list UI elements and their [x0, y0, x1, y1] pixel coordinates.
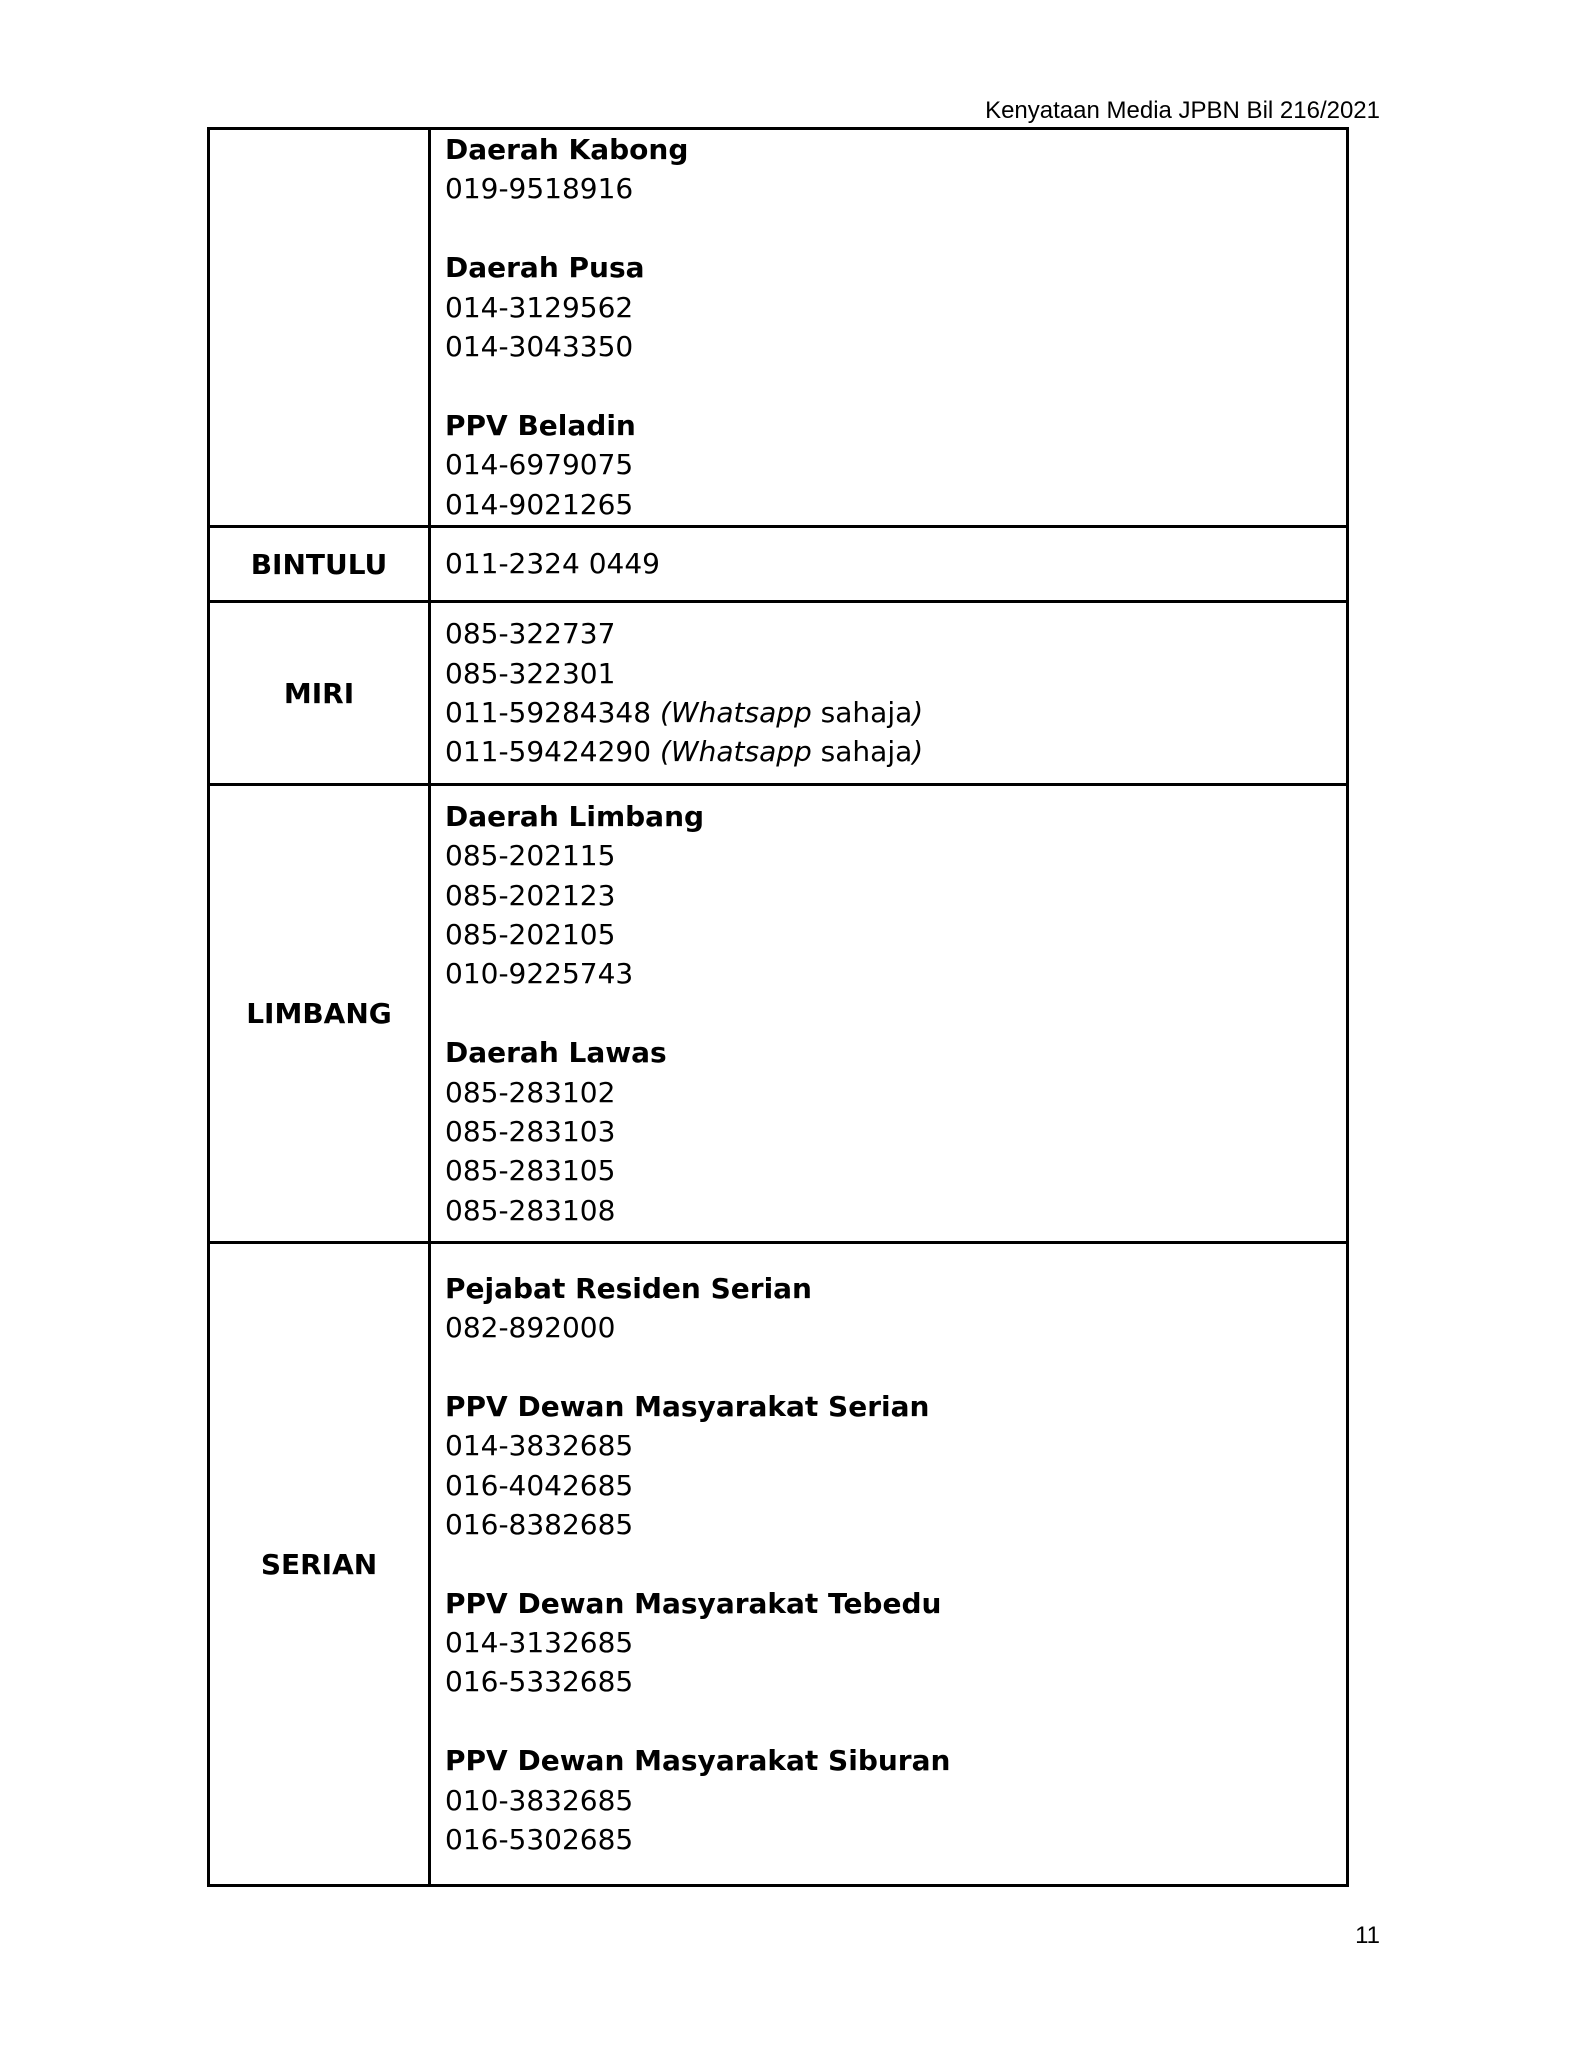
table-row — [209, 1243, 1348, 1886]
phone-number: 014-3832685 — [445, 1429, 634, 1463]
group-title: PPV Dewan Masyarakat Tebedu — [445, 1586, 942, 1620]
whatsapp-note: (Whatsapp sahaja) — [659, 696, 924, 729]
phone-number: 085-322737 — [445, 617, 616, 651]
phone-number: 082-892000 — [445, 1310, 616, 1344]
table-row — [209, 527, 1348, 602]
phone-number: 085-202115 — [445, 839, 616, 873]
region-cell — [209, 129, 430, 527]
table-row — [209, 129, 1348, 527]
whatsapp-note: (Whatsapp sahaja) — [659, 735, 924, 769]
phone-number: 014-6979075 — [445, 448, 634, 482]
whatsapp-number-line — [445, 732, 1346, 771]
contacts-table — [207, 127, 1349, 1887]
phone-number: 014-9021265 — [445, 487, 634, 521]
phone-number: 019-9518916 — [445, 172, 634, 206]
phone-number: 085-322301 — [445, 656, 616, 690]
group-title: Pejabat Residen Serian — [445, 1271, 812, 1305]
phone-number: 016-8382685 — [445, 1507, 634, 1541]
document-header: Kenyataan Media JPBN Bil 216/2021 — [985, 97, 1380, 124]
phone-number: 085-283108 — [445, 1193, 616, 1227]
phone-number: 085-283102 — [445, 1075, 616, 1109]
page-number: 11 — [1355, 1922, 1380, 1949]
table-row — [209, 785, 1348, 1243]
phone-number: 014-3043350 — [445, 329, 634, 363]
phone-number: 014-3132685 — [445, 1626, 634, 1660]
phone-number: 014-3129562 — [445, 290, 634, 324]
phone-number: 011-59424290 — [445, 735, 652, 769]
group-title: PPV Dewan Masyarakat Serian — [445, 1389, 930, 1423]
group-title: PPV Beladin — [445, 408, 636, 442]
phone-number: 010-9225743 — [445, 957, 634, 991]
phone-number: 010-3832685 — [445, 1783, 634, 1817]
phone-number: 085-283105 — [445, 1154, 616, 1188]
phone-number: 016-5302685 — [445, 1823, 634, 1857]
phone-number: 016-4042685 — [445, 1468, 634, 1502]
group-title: Daerah Kabong — [445, 133, 689, 166]
region-cell-serian: SERIAN — [209, 1243, 430, 1886]
region-cell-limbang: LIMBANG — [209, 785, 430, 1243]
group-title: Daerah Lawas — [445, 1036, 667, 1070]
numbers-cell — [430, 785, 1348, 1243]
group-title: PPV Dewan Masyarakat Siburan — [445, 1744, 951, 1778]
group-title: Daerah Pusa — [445, 251, 645, 285]
region-cell-miri: MIRI — [209, 602, 430, 785]
whatsapp-number-line — [445, 693, 1346, 732]
phone-number: 011-2324 0449 — [445, 547, 660, 581]
numbers-cell — [430, 527, 1348, 602]
phone-number: 011-59284348 — [445, 696, 652, 729]
numbers-cell — [430, 602, 1348, 785]
numbers-cell — [430, 1243, 1348, 1886]
table-row — [209, 602, 1348, 785]
phone-number: 085-202123 — [445, 878, 616, 912]
group-title: Daerah Limbang — [445, 799, 705, 833]
phone-number: 085-283103 — [445, 1114, 616, 1148]
phone-number: 085-202105 — [445, 918, 616, 952]
region-cell-bintulu: BINTULU — [209, 527, 430, 602]
numbers-cell — [430, 129, 1348, 527]
phone-number: 016-5332685 — [445, 1665, 634, 1699]
